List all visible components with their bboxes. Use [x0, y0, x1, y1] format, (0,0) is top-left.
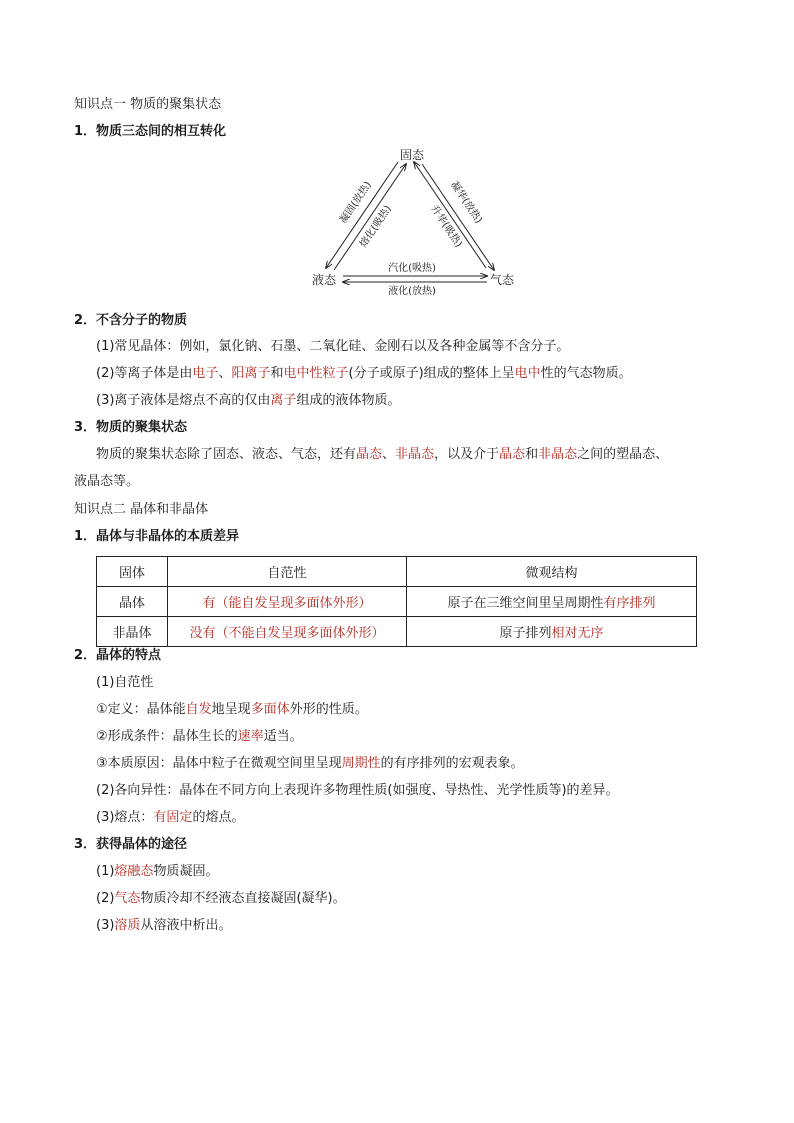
phase-transition-diagram — [0, 140, 794, 300]
paragraph-ionic-liquid: (3)离子液体是熔点不高的仅由离子组成的液体物质。 — [96, 393, 401, 408]
heading-phase-transitions: 1．物质三态间的相互转化 — [74, 124, 227, 139]
label-vaporization: 汽化(吸热) — [388, 263, 436, 274]
table-cell: 有（能自发呈现多面体外形） — [168, 587, 407, 617]
table-cell: 晶体 — [97, 587, 168, 617]
table-cell: 原子排列相对无序 — [407, 617, 697, 647]
section-title-2: 知识点二 晶体和非晶体 — [74, 502, 209, 517]
paragraph-plasma: (2)等离子体是由电子、阳离子和电中性粒子(分子或原子)组成的整体上呈电中性的气态物质。 — [96, 366, 632, 381]
section-title-1: 知识点一 物质的聚集状态 — [74, 97, 222, 112]
list-item: (2)气态物质冷却不经液态直接凝固(凝华)。 — [96, 891, 346, 906]
heading-crystal-features: 2．晶体的特点 — [74, 648, 162, 663]
table-header-row — [97, 557, 697, 587]
label-deposition: 凝华(放热) — [448, 179, 485, 226]
label-sublimation: 升华(吸热) — [428, 203, 465, 250]
heading-essential-difference: 1．晶体与非晶体的本质差异 — [74, 529, 240, 544]
table-cell: 原子在三维空间里呈周期性有序排列 — [407, 587, 697, 617]
paragraph-melting-point: (3)熔点：有固定的熔点。 — [96, 810, 245, 825]
table-header: 固体 — [97, 557, 168, 587]
paragraph-definition: ①定义：晶体能自发地呈现多面体外形的性质。 — [96, 702, 368, 717]
table-row — [97, 587, 697, 617]
label-liquid: 液态 — [311, 273, 337, 287]
paragraph-reason: ③本质原因：晶体中粒子在微观空间里呈现周期性的有序排列的宏观表象。 — [96, 756, 524, 771]
paragraph-condition: ②形成条件：晶体生长的速率适当。 — [96, 729, 303, 744]
paragraph-aggregation-states-cont: 液晶态等。 — [74, 474, 140, 489]
heading-non-molecular: 2．不含分子的物质 — [74, 313, 188, 328]
heading-aggregation-states: 3．物质的聚集状态 — [74, 420, 188, 435]
paragraph-common-crystals: (1)常见晶体：例如，氯化钠、石墨、二氧化硅、金刚石以及各种金属等不含分子。 — [96, 339, 570, 354]
table-row — [97, 617, 697, 647]
heading-obtaining-crystals: 3．获得晶体的途径 — [74, 837, 188, 852]
comparison-table — [96, 556, 697, 647]
list-item: (1)熔融态物质凝固。 — [96, 864, 219, 879]
paragraph-anisotropy: (2)各向异性：晶体在不同方向上表现许多物理性质(如强度、导热性、光学性质等)的差异。 — [96, 783, 619, 798]
label-melting: 熔化(吸热) — [357, 203, 394, 250]
label-solid: 固态 — [399, 148, 425, 162]
label-gas: 气态 — [489, 273, 515, 287]
list-item: (3)溶质从溶液中析出。 — [96, 918, 232, 933]
paragraph-self-shaping: (1)自范性 — [96, 675, 154, 690]
paragraph-aggregation-states: 物质的聚集状态除了固态、液态、气态，还有晶态、非晶态，以及介于晶态和非晶态之间的塑晶态、 — [96, 447, 669, 462]
label-liquefaction: 液化(放热) — [388, 286, 436, 297]
table-header: 自范性 — [168, 557, 407, 587]
table-cell: 没有（不能自发呈现多面体外形） — [168, 617, 407, 647]
table-cell: 非晶体 — [97, 617, 168, 647]
table-header: 微观结构 — [407, 557, 697, 587]
label-freezing: 凝固(放热) — [337, 179, 374, 226]
